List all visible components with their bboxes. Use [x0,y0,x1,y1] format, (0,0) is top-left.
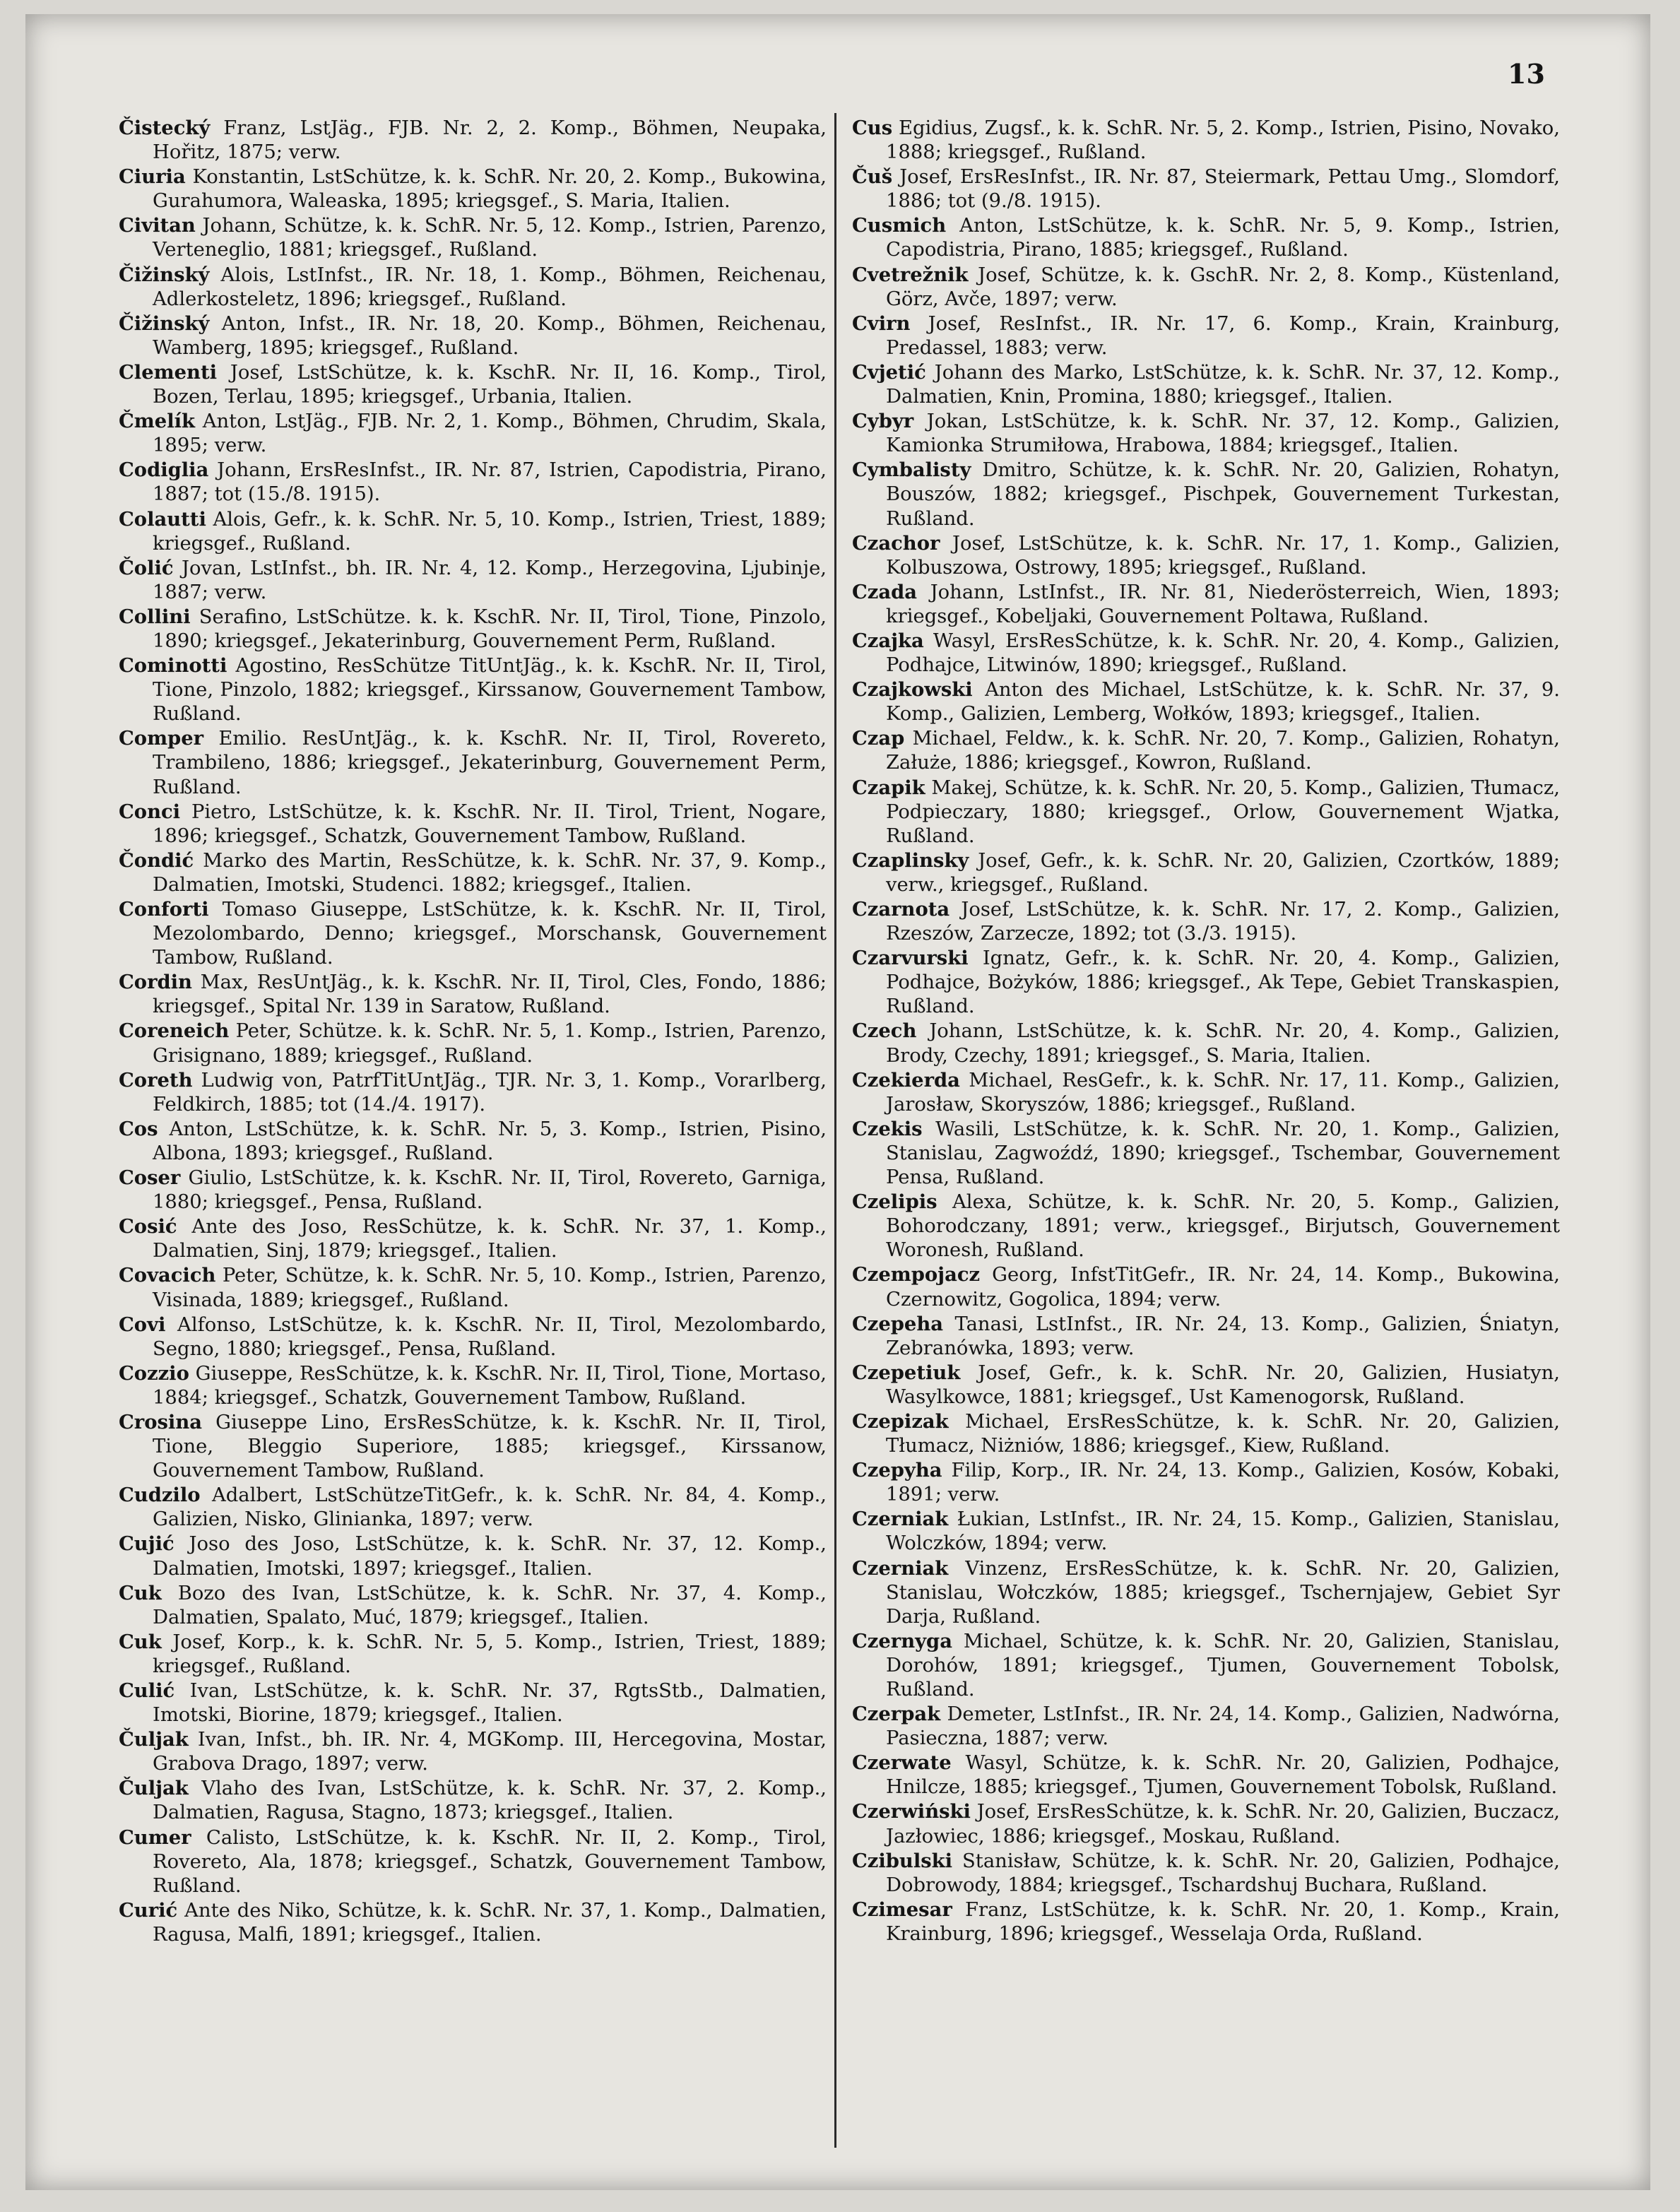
register-entry [119,848,827,897]
register-entry [852,726,1560,775]
entry-details: Agostino, ResSchütze TitUntJäg., k. k. KschR. Nr. II, Tirol, Tione, Pinzolo, 1882; kriegsgef., Kirssanow, Gouvernement Tambow, Rußland. [153,655,827,726]
register-entry [852,1849,1560,1898]
entry-details: Johann, ErsResInfst., IR. Nr. 87, Istrien, Capodistria, Pirano, 1887; tot (15./8. 1915). [153,459,827,506]
register-entry [119,1214,827,1263]
page-scan [25,14,1650,2190]
entry-surname: Conci [119,800,181,823]
register-entry [852,312,1560,360]
entry-details: Johann des Marko, LstSchütze, k. k. SchR. Nr. 37, 12. Komp., Dalmatien, Knin, Promina, 1880; kriegsgef., Italien. [886,361,1560,408]
entry-surname: Czarvurski [852,947,969,970]
entry-details: Filip, Korp., IR. Nr. 24, 13. Komp., Galizien, Kosów, Kobaki, 1891; verw. [886,1460,1560,1506]
entry-details: Josef, LstSchütze, k. k. KschR. Nr. II, 16. Komp., Tirol, Bozen, Terlau, 1895; kriegsgef., Urbania, Italien. [153,361,827,408]
entry-details: Ludwig von, PatrfTitUntJäg., TJR. Nr. 3, 1. Komp., Vorarlberg, Feldkirch, 1885; tot (14./4. 1917). [153,1069,827,1116]
register-entry [852,1019,1560,1067]
entry-details: Jovan, LstInfst., bh. IR. Nr. 4, 12. Komp., Herzegovina, Ljubinje, 1887; verw. [153,557,827,603]
register-entry [119,507,827,556]
entry-details: Jokan, LstSchütze, k. k. SchR. Nr. 37, 12. Komp., Galizien, Kamionka Strumiłowa, Hrabowa, 1884; kriegsgef., Italien. [886,410,1560,457]
register-entry [119,1532,827,1580]
entry-details: Egidius, Zugsf., k. k. SchR. Nr. 5, 2. Komp., Istrien, Pisino, Novako, 1888; kriegsgef., Rußland. [886,117,1560,164]
entry-details: Josef, Schütze, k. k. GschR. Nr. 2, 8. Komp., Küstenland, Görz, Avče, 1897; verw. [886,264,1560,310]
register-entry [852,458,1560,531]
entry-surname: Cominotti [119,654,227,678]
register-entry [119,556,827,605]
register-entry [119,458,827,507]
entry-surname: Czerwate [852,1751,952,1775]
register-entry [119,360,827,409]
entry-details: Wasili, LstSchütze, k. k. SchR. Nr. 20, 1. Komp., Galizien, Stanislau, Zagwoźdź, 1890; kriegsgef., Tschembar, Gouvernement Pensa, Rußland. [886,1118,1560,1189]
register-entry [852,580,1560,629]
register-entry [119,970,827,1019]
entry-surname: Civitan [119,214,196,237]
entry-surname: Cvirn [852,312,911,335]
entry-details: Georg, InfstTitGefr., IR. Nr. 24, 14. Komp., Bukowina, Czernowitz, Gogolica, 1894; verw. [886,1264,1560,1311]
entry-surname: Čolić [119,556,174,579]
right-column [852,116,1560,2158]
register-entry [119,1776,827,1825]
entry-details: Josef, Korp., k. k. SchR. Nr. 5, 5. Komp., Istrien, Triest, 1889; kriegsgef., Rußland. [153,1631,827,1677]
register-entry [852,1898,1560,1946]
entry-surname: Čuljak [119,1728,189,1751]
register-entry [119,409,827,458]
entry-details: Giuseppe Lino, ErsResSchütze, k. k. KschR. Nr. II, Tirol, Tione, Bleggio Superiore, 1885; kriegsgef., Kirssanow, Gouvernement Tambow, Rußland. [153,1411,827,1482]
entry-details: Ante des Niko, Schütze, k. k. SchR. Nr. 37, 1. Komp., Dalmatien, Ragusa, Malfi, 1891; kriegsgef., Italien. [153,1899,827,1946]
register-entry [852,1799,1560,1848]
register-entry [852,409,1560,458]
register-entry [852,946,1560,1019]
register-entry [119,1410,827,1483]
entry-surname: Cordin [119,971,192,994]
entry-surname: Cos [119,1117,158,1140]
register-entry [119,1068,827,1117]
entry-surname: Cozzio [119,1361,189,1385]
register-entry [119,897,827,970]
entry-details: Josef, ErsResSchütze, k. k. SchR. Nr. 20, Galizien, Buczacz, Jazłowiec, 1886; kriegsgef., Moskau, Rußland. [886,1801,1560,1847]
entry-surname: Czepizak [852,1409,949,1433]
register-entry [852,263,1560,312]
entry-details: Josef, ResInfst., IR. Nr. 17, 6. Komp., Krain, Krainburg, Predassel, 1883; verw. [886,312,1560,359]
entry-surname: Czerwiński [852,1800,971,1823]
register-entry [852,1312,1560,1361]
entry-details: Makej, Schütze, k. k. SchR. Nr. 20, 5. Komp., Galizien, Tłumacz, Podpieczary, 1880; kriegsgef., Orlow, Gouvernement Wjatka, Rußland. [886,776,1560,847]
register-entry [119,1019,827,1067]
entry-details: Alois, LstInfst., IR. Nr. 18, 1. Komp., Böhmen, Reichenau, Adlerkosteletz, 1896; kriegsgef., Rußland. [153,264,827,310]
entry-surname: Czibulski [852,1849,953,1872]
entry-surname: Cuk [119,1630,162,1653]
register-entry [119,1166,827,1214]
entry-details: Adalbert, LstSchützeTitGefr., k. k. SchR. Nr. 84, 4. Komp., Galizien, Nisko, Glinianka, 1897; verw. [153,1484,827,1531]
register-entry [119,800,827,848]
entry-details: Johann, Schütze, k. k. SchR. Nr. 5, 12. Komp., Istrien, Parenzo, Verteneglio, 1881; kriegsgef., Rußland. [153,215,827,261]
entry-details: Josef, Gefr., k. k. SchR. Nr. 20, Galizien, Czortków, 1889; verw., kriegsgef., Rußland. [886,849,1560,896]
entry-details: Bozo des Ivan, LstSchütze, k. k. SchR. Nr. 37, 4. Komp., Dalmatien, Spalato, Muć, 1879; kriegsgef., Italien. [153,1582,827,1628]
entry-surname: Czimesar [852,1898,952,1921]
entry-details: Anton des Michael, LstSchütze, k. k. SchR. Nr. 37, 9. Komp., Galizien, Lemberg, Wołków, 1893; kriegsgef., Italien. [886,679,1560,726]
entry-details: Ivan, LstSchütze, k. k. SchR. Nr. 37, RgtsStb., Dalmatien, Imotski, Biorine, 1879; kriegsgef., Italien. [153,1680,827,1727]
register-entry [852,1068,1560,1117]
entry-details: Giuseppe, ResSchütze, k. k. KschR. Nr. II, Tirol, Tione, Mortaso, 1884; kriegsgef., Schatzk, Gouvernement Tambow, Rußland. [153,1362,827,1409]
entry-details: Demeter, LstInfst., IR. Nr. 24, 14. Komp., Galizien, Nadwórna, Pasieczna, 1887; verw. [886,1703,1560,1750]
entry-surname: Cudzilo [119,1484,201,1507]
entry-surname: Cvetrežnik [852,263,969,286]
register-entry [852,848,1560,897]
register-entry [852,116,1560,165]
entry-surname: Cvjetić [852,360,926,384]
entry-surname: Coser [119,1166,181,1190]
entry-surname: Clementi [119,360,218,384]
entry-details: Max, ResUntJäg., k. k. KschR. Nr. II, Tirol, Cles, Fondo, 1886; kriegsgef., Spital Nr. 139 in Saratow, Rußland. [153,971,827,1018]
entry-details: Josef, LstSchütze, k. k. SchR. Nr. 17, 1. Komp., Galizien, Kolbuszowa, Ostrowy, 1895; kriegsgef., Rußland. [886,532,1560,579]
entry-details: Peter, Schütze, k. k. SchR. Nr. 5, 10. Komp., Istrien, Parenzo, Visinada, 1889; kriegsgef., Rußland. [153,1265,827,1311]
entry-details: Tomaso Giuseppe, LstSchütze, k. k. KschR. Nr. II, Tirol, Mezolombardo, Denno; kriegsgef., Morschansk, Gouvernement Tambow, Rußland. [153,899,827,969]
register-entry [852,531,1560,580]
entry-details: Michael, ErsResSchütze, k. k. SchR. Nr. 20, Galizien, Tłumacz, Niżniów, 1886; kriegsgef., Kiew, Rußland. [886,1410,1560,1457]
entry-details: Joso des Joso, LstSchütze, k. k. SchR. Nr. 37, 12. Komp., Dalmatien, Imotski, 1897; kriegsgef., Italien. [153,1533,827,1580]
register-entry [119,605,827,653]
register-entry [852,1190,1560,1262]
entry-details: Michael, Schütze, k. k. SchR. Nr. 20, Galizien, Stanislau, Dorohów, 1891; kriegsgef., Tjumen, Gouvernement Tobolsk, Rußland. [886,1630,1560,1701]
register-entry [119,1727,827,1776]
entry-details: Calisto, LstSchütze, k. k. KschR. Nr. II, 2. Komp., Tirol, Rovereto, Ala, 1878; kriegsgef., Schatzk, Gouvernement Tambow, Rußland. [153,1826,827,1897]
register-entry [119,312,827,360]
register-entry [119,1263,827,1312]
register-entry [852,213,1560,262]
entry-details: Dmitro, Schütze, k. k. SchR. Nr. 20, Galizien, Rohatyn, Bouszów, 1882; kriegsgef., Pischpek, Gouvernement Turkestan, Rußland. [886,459,1560,530]
register-entry [119,1630,827,1679]
register-entry [852,1262,1560,1311]
entry-details: Ignatz, Gefr., k. k. SchR. Nr. 20, 4. Komp., Galizien, Podhajce, Bożyków, 1886; kriegsgef., Ak Tepe, Gebiet Transkaspien, Rußland. [886,947,1560,1018]
entry-details: Johann, LstSchütze, k. k. SchR. Nr. 20, 4. Komp., Galizien, Brody, Czechy, 1891; kriegsgef., S. Maria, Italien. [886,1020,1560,1067]
entry-surname: Crosina [119,1410,202,1433]
entry-surname: Čižinský [119,312,210,335]
entry-surname: Coreth [119,1068,193,1092]
entry-surname: Covi [119,1313,166,1336]
entry-surname: Czerniak [852,1556,949,1580]
entry-details: Anton, LstSchütze, k. k. SchR. Nr. 5, 3. Komp., Istrien, Pisino, Albona, 1893; kriegsgef., Rußland. [153,1118,827,1164]
entry-surname: Czachor [852,531,940,555]
entry-surname: Ciuria [119,165,186,189]
entry-details: Alexa, Schütze, k. k. SchR. Nr. 20, 5. Komp., Galizien, Bohorodczany, 1891; verw., kriegsgef., Birjutsch, Gouvernement Woronesh, Rußland. [886,1191,1560,1262]
entry-surname: Comper [119,727,204,750]
entry-surname: Czerniak [852,1508,949,1531]
entry-details: Johann, LstInfst., IR. Nr. 81, Niederösterreich, Wien, 1893; kriegsgef., Kobeljaki, Gouvernement Poltawa, Rußland. [886,581,1560,627]
register-entry [119,1898,827,1947]
entry-details: Franz, LstSchütze, k. k. SchR. Nr. 20, 1. Komp., Krain, Krainburg, 1896; kriegsgef., Wesselaja Orda, Rußland. [886,1898,1560,1945]
entry-details: Josef, ErsResInfst., IR. Nr. 87, Steiermark, Pettau Umg., Slomdorf, 1886; tot (9./8. 1915). [886,166,1560,213]
register-entry [119,726,827,799]
entry-surname: Czerpak [852,1703,941,1726]
entry-surname: Cuk [119,1581,162,1604]
register-entry [119,263,827,312]
entry-surname: Curić [119,1898,178,1922]
entry-surname: Cosić [119,1215,177,1238]
entry-surname: Czaplinsky [852,848,969,872]
entry-details: Anton, LstSchütze, k. k. SchR. Nr. 5, 9. Komp., Istrien, Capodistria, Pirano, 1885; kriegsgef., Rußland. [886,215,1560,261]
entry-surname: Czernyga [852,1629,952,1652]
entry-details: Vlaho des Ivan, LstSchütze, k. k. SchR. Nr. 37, 2. Komp., Dalmatien, Ragusa, Stagno, 1873; kriegsgef., Italien. [153,1778,827,1824]
register-entry [852,1629,1560,1702]
register-entry [852,1409,1560,1458]
entry-surname: Czap [852,727,905,750]
register-entry [852,1507,1560,1556]
column-divider [834,113,836,2148]
register-entry [119,1581,827,1630]
register-entry [852,360,1560,409]
entry-surname: Čuš [852,165,893,189]
entry-surname: Cumer [119,1826,191,1849]
register-entry [119,1826,827,1898]
entry-surname: Czekis [852,1117,923,1140]
entry-surname: Culić [119,1679,175,1702]
entry-surname: Czepetiuk [852,1361,961,1384]
entry-details: Wasyl, ErsResSchütze, k. k. SchR. Nr. 20, 4. Komp., Galizien, Podhajce, Litwinów, 1890; kriegsgef., Rußland. [886,629,1560,677]
entry-details: Ivan, Infst., bh. IR. Nr. 4, MGKomp. III, Hercegovina, Mostar, Grabova Drago, 1897; verw. [153,1729,827,1775]
entry-surname: Colautti [119,507,206,531]
register-entry [852,897,1560,946]
register-entry [852,1458,1560,1507]
entry-surname: Cusmich [852,214,947,237]
entry-details: Ante des Joso, ResSchütze, k. k. SchR. Nr. 37, 1. Komp., Dalmatien, Sinj, 1879; kriegsgef., Italien. [153,1216,827,1262]
entry-surname: Čondić [119,848,194,872]
register-entry [852,629,1560,678]
register-entry [119,653,827,726]
left-column [119,116,827,2158]
entry-details: Alfonso, LstSchütze, k. k. KschR. Nr. II, Tirol, Mezolombardo, Segno, 1880; kriegsgef., Pensa, Rußland. [153,1313,827,1360]
entry-details: Wasyl, Schütze, k. k. SchR. Nr. 20, Galizien, Podhajce, Hnilcze, 1885; kriegsgef., Tjumen, Gouvernement Tobolsk, Rußland. [886,1752,1560,1799]
entry-surname: Czapik [852,776,925,799]
entry-details: Vinzenz, ErsResSchütze, k. k. SchR. Nr. 20, Galizien, Stanislau, Wołczków, 1885; kriegsgef., Tschernjajew, Gebiet Syr Darja, Rußland. [886,1557,1560,1628]
entry-surname: Cus [852,117,893,139]
entry-details: Josef, Gefr., k. k. SchR. Nr. 20, Galizien, Husiatyn, Wasylkowce, 1881; kriegsgef., Ust Kamenogorsk, Rußland. [886,1361,1560,1408]
entry-surname: Czajkowski [852,678,973,702]
entry-surname: Codiglia [119,459,209,482]
entry-surname: Czepyha [852,1459,942,1482]
entry-surname: Cymbalisty [852,459,971,482]
register-entry [852,1361,1560,1409]
entry-details: Michael, Feldw., k. k. SchR. Nr. 20, 7. Komp., Galizien, Rohatyn, Załuże, 1886; kriegsgef., Kowron, Rußland. [886,728,1560,774]
entry-surname: Covacich [119,1264,216,1287]
register-entry [119,116,827,165]
entry-surname: Czepeha [852,1312,944,1335]
register-entry [119,1483,827,1532]
entry-details: Alois, Gefr., k. k. SchR. Nr. 5, 10. Komp., Istrien, Triest, 1889; kriegsgef., Rußland. [153,508,827,555]
register-entry [119,1117,827,1166]
entry-surname: Čistecký [119,117,211,139]
register-entry [119,1361,827,1410]
entry-details: Josef, LstSchütze, k. k. SchR. Nr. 17, 2. Komp., Galizien, Rzeszów, Zarzecze, 1892; tot (3./3. 1915). [886,899,1560,945]
register-entry [852,776,1560,848]
entry-details: Konstantin, LstSchütze, k. k. SchR. Nr. 20, 2. Komp., Bukowina, Gurahumora, Waleaska, 1895; kriegsgef., S. Maria, Italien. [153,166,827,213]
register-entry [852,165,1560,213]
entry-surname: Czajka [852,629,924,652]
entry-surname: Coreneich [119,1019,230,1043]
register-entry [852,1117,1560,1190]
entry-details: Tanasi, LstInfst., IR. Nr. 24, 13. Komp., Galizien, Śniatyn, Zebranówka, 1893; verw. [886,1313,1560,1359]
entry-details: Marko des Martin, ResSchütze, k. k. SchR. Nr. 37, 9. Komp., Dalmatien, Imotski, Studenci. 1882; kriegsgef., Italien. [153,849,827,896]
entry-surname: Czech [852,1019,917,1043]
entry-details: Michael, ResGefr., k. k. SchR. Nr. 17, 11. Komp., Galizien, Jarosław, Skoryszów, 1886; kriegsgef., Rußland. [886,1069,1560,1116]
entry-details: Peter, Schütze. k. k. SchR. Nr. 5, 1. Komp., Istrien, Parenzo, Grisignano, 1889; kriegsgef., Rußland. [153,1020,827,1067]
entry-details: Serafino, LstSchütze. k. k. KschR. Nr. II, Tirol, Tione, Pinzolo, 1890; kriegsgef., Jekaterinburg, Gouvernement Perm, Rußland. [153,605,827,652]
entry-surname: Czempojacz [852,1263,981,1287]
register-entry [119,213,827,262]
register-entry [852,1556,1560,1629]
entry-surname: Čižinský [119,263,210,286]
entry-surname: Conforti [119,898,209,921]
register-entry [852,1751,1560,1799]
entry-details: Pietro, LstSchütze, k. k. KschR. Nr. II. Tirol, Trient, Nogare, 1896; kriegsgef., Schatzk, Gouvernement Tambow, Rußland. [153,800,827,847]
register-entry [119,1679,827,1727]
entry-surname: Czelipis [852,1190,937,1214]
page-number: 13 [1508,58,1545,90]
entry-details: Łukian, LstInfst., IR. Nr. 24, 15. Komp., Galizien, Stanislau, Wolczków, 1894; verw. [886,1508,1560,1555]
entry-surname: Čmelík [119,410,195,433]
entry-details: Anton, LstJäg., FJB. Nr. 2, 1. Komp., Böhmen, Chrudim, Skala, 1895; verw. [153,410,827,457]
entry-details: Franz, LstJäg., FJB. Nr. 2, 2. Komp., Böhmen, Neupaka, Hořitz, 1875; verw. [153,117,827,164]
register-entry [852,678,1560,726]
entry-details: Stanisław, Schütze, k. k. SchR. Nr. 20, Galizien, Podhajce, Dobrowody, 1884; kriegsgef., Tschardshuj Buchara, Rußland. [886,1850,1560,1896]
entry-details: Emilio. ResUntJäg., k. k. KschR. Nr. II, Tirol, Rovereto, Trambileno, 1886; kriegsgef., Jekaterinburg, Gouvernement Perm, Rußland. [153,728,827,798]
entry-surname: Czada [852,580,918,603]
entry-surname: Collini [119,605,191,628]
entry-surname: Czekierda [852,1068,960,1092]
register-entry [119,165,827,213]
entry-surname: Cujić [119,1532,174,1556]
entry-details: Giulio, LstSchütze, k. k. KschR. Nr. II, Tirol, Rovereto, Garniga, 1880; kriegsgef., Pensa, Rußland. [153,1167,827,1214]
entry-surname: Czarnota [852,898,950,921]
register-entry [119,1313,827,1361]
register-entry [852,1702,1560,1751]
entry-surname: Čuljak [119,1777,189,1800]
entry-surname: Cybyr [852,410,914,433]
entry-details: Anton, Infst., IR. Nr. 18, 20. Komp., Böhmen, Reichenau, Wamberg, 1895; kriegsgef., Rußland. [153,312,827,359]
